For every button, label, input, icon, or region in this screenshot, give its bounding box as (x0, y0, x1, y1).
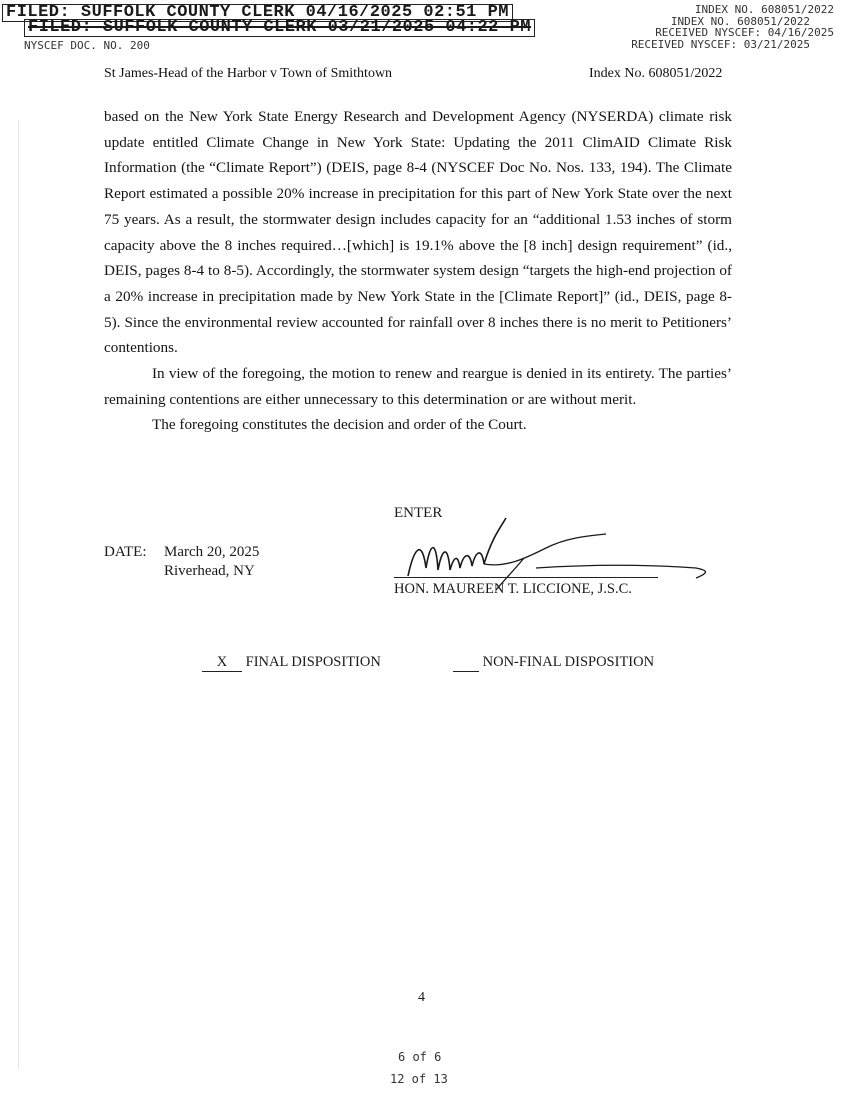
received-date-previous: RECEIVED NYSCEF: 03/21/2025 (631, 38, 810, 51)
page-of-total: 12 of 13 (390, 1072, 448, 1086)
filed-stamp-previous: FILED: SUFFOLK COUNTY CLERK 03/21/2025 04:22 PM (24, 19, 535, 37)
received-date-current: RECEIVED NYSCEF: 04/16/2025 (655, 26, 834, 39)
non-final-disposition-mark (453, 654, 479, 672)
judge-name: HON. MAUREEN T. LICCIONE, J.S.C. (394, 581, 632, 597)
paragraph-climate-report: based on the New York State Energy Research and Development Agency (NYSERDA) climate risk update entitled Climate Change in New York State: Updating the 2011 ClimAID Climate Risk Information (the “Climate Report”) (DEIS, page 8-4 (NYSCEF Doc No. Nos. 133, 194). The Climate Report estimated a possible 20% increase in precipitation for this part of New York State over the next 75 years. As a result, the stormwater design includes capacity for an “additional 1.53 inches of storm capacity above the 8 inches required…[which] is 19.1% above the [8 inch] design requirement” (id., DEIS, pages 8-4 to 8-5). Accordingly, the stormwater system design “targets the high-end projection of a 20% increase in precipitation made by New York State in the [Climate Report]” (id., DEIS, page 8-5). Since the environmental review accounted for rainfall over 8 inches there is no merit to Petitioners’ contentions. (104, 108, 732, 357)
scan-edge-line (18, 120, 19, 1070)
signature-line (394, 577, 658, 578)
page-number: 4 (418, 990, 425, 1005)
case-index-number: Index No. 608051/2022 (589, 66, 723, 81)
case-title: St James-Head of the Harbor v Town of Smithtown (104, 66, 393, 81)
filed-stamp-current: FILED: SUFFOLK COUNTY CLERK 04/16/2025 02:51 PM (2, 4, 513, 22)
nyscef-doc-number: NYSCEF DOC. NO. 200 (24, 39, 150, 52)
final-disposition (202, 654, 381, 672)
index-number-current: INDEX NO. 608051/2022 (694, 3, 834, 16)
page-of-current: 6 of 6 (398, 1050, 442, 1064)
decision-body (104, 104, 732, 438)
paragraph-decision-order: The foregoing constitutes the decision and order of the Court. (152, 416, 527, 434)
non-final-disposition (453, 654, 654, 672)
date-place: Riverhead, NY (164, 563, 255, 579)
index-number-previous: INDEX NO. 608051/2022 (670, 15, 810, 28)
date-block (104, 543, 259, 581)
final-disposition-label: FINAL DISPOSITION (245, 654, 381, 670)
final-disposition-mark: X (202, 654, 242, 672)
date-label: DATE: (104, 544, 147, 560)
date-value: March 20, 2025 (164, 544, 260, 560)
enter-label: ENTER (394, 505, 443, 521)
paragraph-motion-denied: In view of the foregoing, the motion to renew and reargue is denied in its entirety. The parties’ remaining contentions are either unnecessary to this determination or are without merit. (104, 365, 732, 408)
non-final-disposition-label: NON-FINAL DISPOSITION (482, 654, 655, 670)
